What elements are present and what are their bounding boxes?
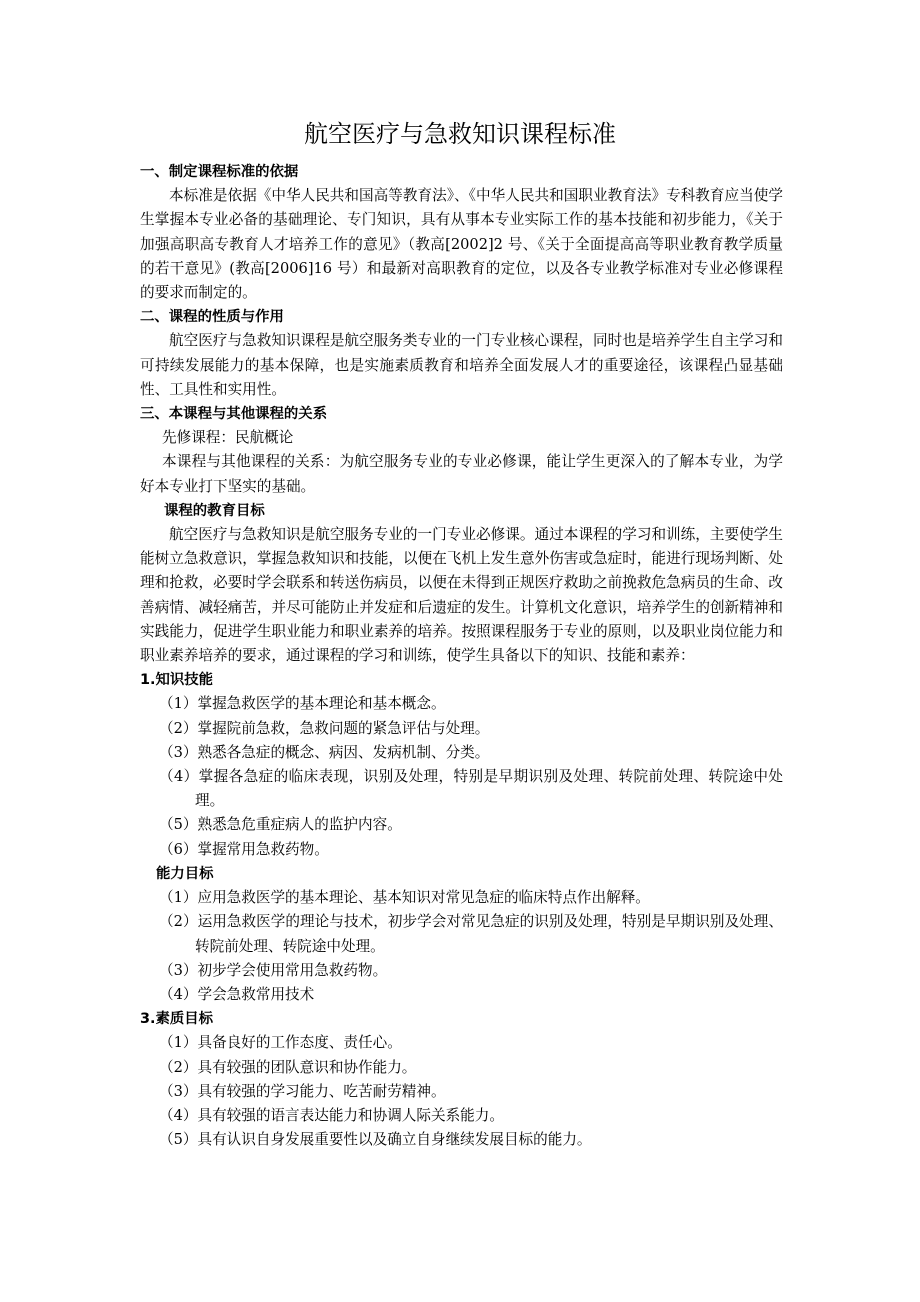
list-item: （4）具有较强的语言表达能力和协调人际关系能力。 — [159, 1106, 504, 1124]
list-item: （4）掌握各急症的临床表现，识别及处理，特别是早期识别及处理、转院前处理、转院途中处理。 — [159, 768, 783, 810]
list-item: （2）具有较强的团队意识和协作能力。 — [159, 1058, 417, 1076]
nature-paragraph: 航空医疗与急救知识课程是航空服务类专业的一门专业核心课程，同时也是培养学生自主学习和可持续发展能力的基本保障，也是实施素质教育和培养全面发展人才的重要途径，该课程凸显基础性、工具性和实用性。 — [140, 332, 783, 398]
list-item: （2）运用急救医学的理论与技术，初步学会对常见急症的识别及处理，特别是早期识别及处理、转院前处理、转院途中处理。 — [159, 913, 783, 955]
objectives-paragraph: 航空医疗与急救知识是航空服务专业的一门专业必修课。通过本课程的学习和训练，主要使学生能树立急救意识，掌握急救知识和技能，以便在飞机上发生意外伤害或急症时，能进行现场判断、处理和抢救，必要时学会联系和转送伤病员，以便在未得到正规医疗救助之前挽救危急病员的生命、改善病情、减轻痛苦，并尽可能防止并发症和后遗症的发生。计算机文化意识，培养学生的创新精神和实践能力，促进学生职业能力和职业素养的培养。按照课程服务于专业的原则，以及职业岗位能力和职业素养培养的要求，通过课程的学习和训练，使学生具备以下的知识、技能和素养： — [140, 526, 783, 665]
list-item: （5）熟悉急危重症病人的监护内容。 — [159, 816, 402, 834]
prerequisite-course: 先修课程：民航概论 — [162, 429, 294, 447]
list-item: （5）具有认识自身发展重要性以及确立自身继续发展目标的能力。 — [159, 1131, 592, 1149]
section-heading-relation: 三、本课程与其他课程的关系 — [140, 406, 328, 423]
basis-paragraph: 本标准是依据《中华人民共和国高等教育法》、《中华人民共和国职业教育法》专科教育应当使学生掌握本专业必备的基础理论、专门知识，具有从事本专业实际工作的基本技能和初步能力，《关于加强高职高专教育人才培养工作的意见》（教高[2002]2 号、《关于全面提高高等职业教育教学质量的若干意见》(教高[2006]16 号）和最新对高职教育的定位，以及各专业教学标准对专业必修课程的要求而制定的。 — [140, 187, 783, 302]
subsection-heading-quality: 3.素质目标 — [140, 1011, 214, 1028]
list-item: （6）掌握常用急救药物。 — [159, 840, 329, 858]
list-item: （3）具有较强的学习能力、吃苦耐劳精神。 — [159, 1082, 446, 1100]
list-item: （1）掌握急救医学的基本理论和基本概念。 — [159, 695, 446, 713]
list-item: （1）应用急救医学的基本理论、基本知识对常见急症的临床特点作出解释。 — [159, 889, 650, 907]
knowledge-list — [140, 692, 783, 861]
ability-list — [140, 886, 783, 1007]
list-item: （2）掌握院前急救，急救问题的紧急评估与处理。 — [159, 719, 490, 737]
list-item: （3）初步学会使用常用急救药物。 — [159, 961, 388, 979]
document-body — [140, 160, 783, 1152]
quality-list — [140, 1031, 783, 1152]
list-item: （3）熟悉各急症的概念、病因、发病机制、分类。 — [159, 743, 490, 761]
subsection-heading-ability: 能力目标 — [156, 865, 214, 882]
document-title: 航空医疗与急救知识课程标准 — [304, 120, 616, 148]
list-item: （1）具备良好的工作态度、责任心。 — [159, 1034, 402, 1052]
section-heading-nature: 二、课程的性质与作用 — [140, 309, 284, 326]
section-heading-objectives: 课程的教育目标 — [164, 502, 265, 519]
subsection-heading-knowledge: 1.知识技能 — [140, 672, 214, 689]
relation-paragraph: 本课程与其他课程的关系：为航空服务专业的专业必修课，能让学生更深入的了解本专业，为学好本专业打下坚实的基础。 — [140, 453, 783, 495]
section-heading-basis: 一、制定课程标准的依据 — [140, 164, 299, 180]
list-item: （4）学会急救常用技术 — [159, 985, 315, 1003]
